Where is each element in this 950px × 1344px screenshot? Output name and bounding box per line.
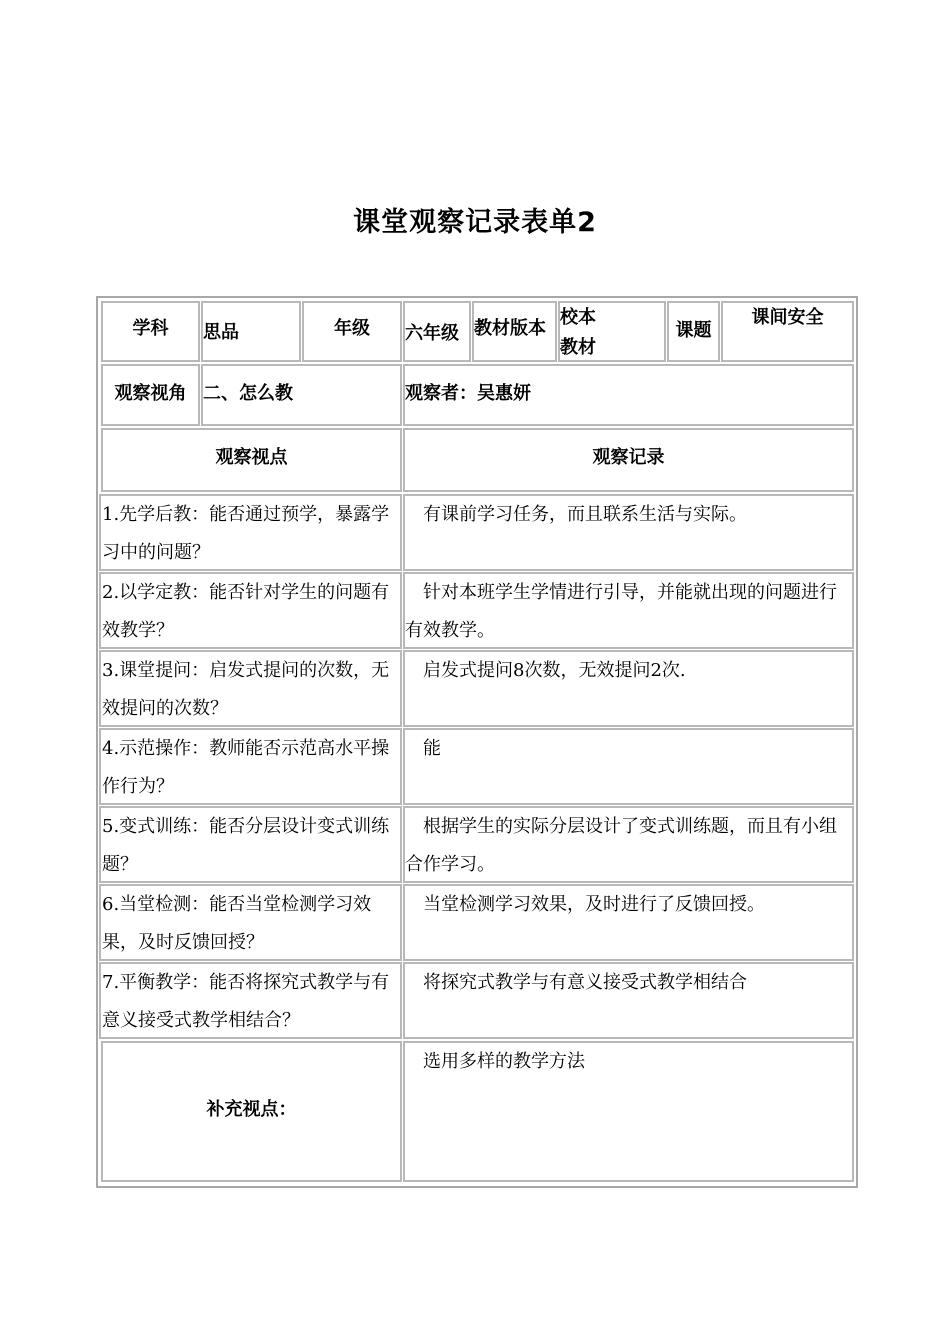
item-2-point-cell bbox=[99, 572, 402, 649]
page-title: 课堂观察记录表单2 bbox=[353, 207, 597, 238]
textbook-value-cell bbox=[558, 301, 666, 362]
subject-value: 思品 bbox=[203, 322, 239, 343]
observation-table bbox=[96, 296, 858, 1188]
topic-value-cell bbox=[721, 301, 854, 362]
perspective-value-cell bbox=[201, 364, 402, 426]
item-1-point-cell bbox=[99, 494, 402, 571]
points-header: 观察视点 bbox=[215, 447, 288, 468]
item-2-point-line1: 2.以学定教：能否针对学生的问题有 bbox=[102, 582, 390, 603]
item-1-record-cell bbox=[403, 494, 854, 571]
subject-label-cell bbox=[101, 301, 200, 362]
item-6-record-cell bbox=[403, 884, 854, 961]
textbook-label-cell bbox=[472, 301, 557, 362]
perspective-label-cell bbox=[101, 364, 200, 426]
grade-value: 六年级 bbox=[405, 323, 459, 344]
item-7-point-cell bbox=[99, 962, 402, 1039]
item-2-record-cell bbox=[403, 572, 854, 649]
supplement-record-cell bbox=[403, 1041, 854, 1182]
records-header-cell bbox=[403, 428, 854, 492]
topic-label: 课题 bbox=[675, 320, 712, 341]
item-3-point-line1: 3.课堂提问：启发式提问的次数，无 bbox=[102, 660, 390, 681]
item-6-point-cell bbox=[99, 884, 402, 961]
supplement-label: 补充视点： bbox=[206, 1099, 297, 1120]
perspective-label: 观察视角 bbox=[114, 383, 187, 404]
textbook-value-line2: 教材 bbox=[560, 337, 596, 358]
item-3-record-line1: 启发式提问8次数，无效提问2次. bbox=[423, 660, 686, 681]
item-7-point-line2: 意义接受式教学相结合？ bbox=[102, 1010, 300, 1031]
topic-value: 课间安全 bbox=[751, 307, 824, 328]
topic-label-cell bbox=[667, 301, 720, 362]
item-6-record-line1: 当堂检测学习效果，及时进行了反馈回授。 bbox=[423, 894, 765, 915]
item-4-point-cell bbox=[99, 728, 402, 805]
points-header-cell bbox=[101, 428, 402, 492]
item-2-point-line2: 效教学？ bbox=[102, 620, 174, 641]
item-7-record-line1: 将探究式教学与有意义接受式教学相结合 bbox=[423, 972, 747, 993]
item-7-point-line1: 7.平衡教学：能否将探究式教学与有 bbox=[102, 972, 390, 993]
grade-label: 年级 bbox=[334, 318, 370, 339]
item-2-record-line1: 针对本班学生学情进行引导，并能就出现的问题进行 bbox=[423, 582, 837, 603]
item-4-record-line1: 能 bbox=[423, 738, 441, 759]
item-5-record-cell bbox=[403, 806, 854, 883]
item-5-point-line2: 题？ bbox=[102, 854, 138, 875]
item-5-record-line2: 合作学习。 bbox=[405, 854, 495, 875]
item-2-record-line2: 有效教学。 bbox=[405, 620, 495, 641]
item-6-point-line1: 6.当堂检测：能否当堂检测学习效 bbox=[102, 894, 372, 915]
item-3-point-line2: 效提问的次数？ bbox=[102, 698, 228, 719]
grade-value-cell bbox=[403, 301, 471, 362]
grade-label-cell bbox=[302, 301, 402, 362]
item-6-point-line2: 果，及时反馈回授？ bbox=[102, 932, 264, 953]
textbook-label: 教材版本 bbox=[474, 318, 546, 339]
item-1-point-line1: 1.先学后教：能否通过预学，暴露学 bbox=[102, 504, 390, 525]
observer: 观察者：吴惠妍 bbox=[405, 383, 531, 404]
supplement-record: 选用多样的教学方法 bbox=[423, 1051, 585, 1072]
item-4-record-cell bbox=[403, 728, 854, 805]
item-7-record-cell bbox=[403, 962, 854, 1039]
item-3-record-cell bbox=[403, 650, 854, 727]
subject-label: 学科 bbox=[132, 318, 169, 339]
item-4-point-line2: 作行为？ bbox=[102, 776, 174, 797]
item-5-point-line1: 5.变式训练：能否分层设计变式训练 bbox=[102, 816, 390, 837]
records-header: 观察记录 bbox=[592, 447, 665, 468]
textbook-value-line1: 校本 bbox=[560, 307, 596, 328]
item-5-point-cell bbox=[99, 806, 402, 883]
subject-value-cell bbox=[201, 301, 301, 362]
observer-cell bbox=[403, 364, 854, 426]
item-1-point-line2: 习中的问题？ bbox=[102, 542, 210, 563]
item-4-point-line1: 4.示范操作：教师能否示范高水平操 bbox=[102, 738, 390, 759]
item-3-point-cell bbox=[99, 650, 402, 727]
item-5-record-line1: 根据学生的实际分层设计了变式训练题，而且有小组 bbox=[423, 816, 837, 837]
perspective-value: 二、怎么教 bbox=[203, 383, 293, 404]
supplement-label-cell bbox=[101, 1041, 402, 1182]
item-1-record-line1: 有课前学习任务，而且联系生活与实际。 bbox=[423, 504, 747, 525]
